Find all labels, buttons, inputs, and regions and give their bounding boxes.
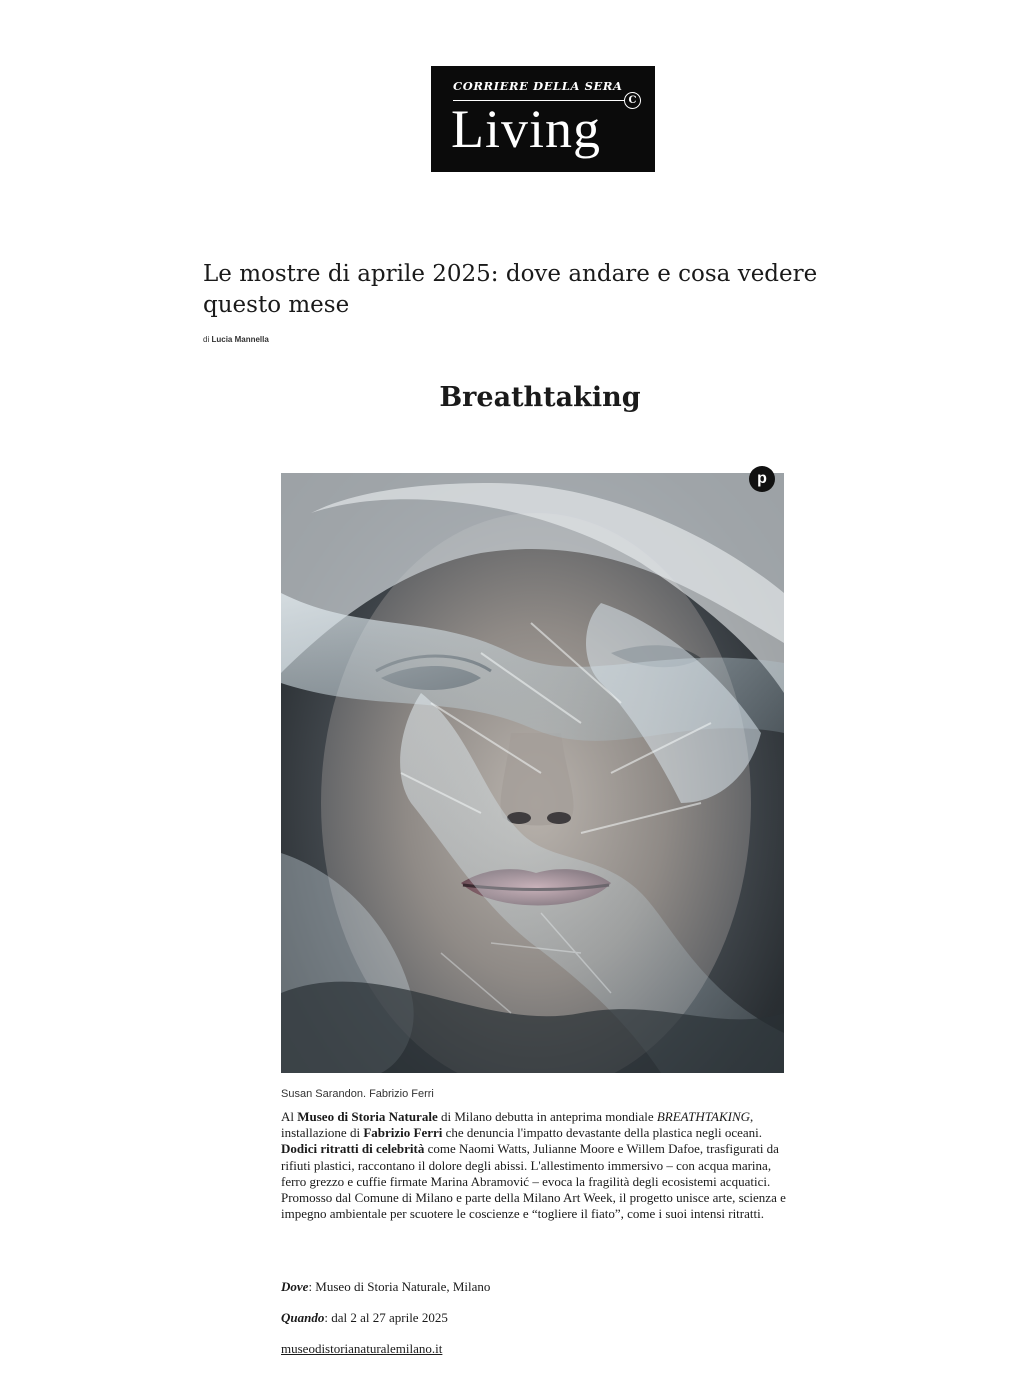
dove-label: Dove bbox=[281, 1279, 309, 1294]
body-italic-work: BREATHTAKING bbox=[656, 1109, 751, 1124]
body-bold-artist: Fabrizio Ferri bbox=[363, 1125, 443, 1141]
website-link[interactable]: museodistorianaturalemilano.it bbox=[281, 1341, 443, 1356]
article-headline: Le mostre di aprile 2025: dove andare e cosa vedere questo mese bbox=[203, 261, 818, 318]
logo-badge-icon: C bbox=[624, 92, 641, 109]
body-text: Al bbox=[281, 1109, 298, 1124]
section-title: Breathtaking bbox=[439, 382, 641, 413]
pinterest-icon[interactable]: p bbox=[749, 466, 775, 492]
living-logo[interactable] bbox=[431, 66, 655, 172]
body-text: che denuncia l'impatto devastante della plastica negli oceani. bbox=[442, 1125, 763, 1141]
quando-value: : dal 2 al 27 aprile 2025 bbox=[324, 1310, 448, 1325]
photo-caption: Susan Sarandon. Fabrizio Ferri bbox=[281, 1088, 434, 1100]
body-bold-museum: Museo di Storia Naturale bbox=[297, 1109, 438, 1124]
body-text: di Milano debutta in anteprima mondiale bbox=[437, 1109, 657, 1124]
info-dove bbox=[281, 1279, 490, 1295]
portrait-illustration bbox=[281, 473, 784, 1073]
body-bold-portraits: Dodici ritratti di celebrità bbox=[281, 1141, 425, 1157]
byline bbox=[203, 335, 269, 344]
author-name[interactable]: Lucia Mannella bbox=[211, 335, 269, 344]
info-quando bbox=[281, 1310, 448, 1326]
body-text: , installazione di bbox=[281, 1109, 754, 1141]
dove-value: : Museo di Storia Naturale, Milano bbox=[308, 1279, 491, 1294]
byline-prefix: di bbox=[203, 335, 210, 344]
body-text: come Naomi Watts, Julianne Moore e Willem Dafoe, trasfigurati da rifiuti plastici, raccontano il dolore degli abissi. L'allestimento immersivo – con acqua marina, ferro grezzo e cuffie firmate Marina Abramović – evoca la fragilità degli ecosistemi acquatici. Promosso dal Comune di Milano e parte della Milano Art Week, il progetto unisce arte, scienza e impegno ambientale per scuotere le coscienze e “togliere il fiato”, come i suoi intensi ritratti. bbox=[281, 1141, 786, 1222]
quando-label: Quando bbox=[281, 1310, 325, 1325]
logo-title: Living bbox=[451, 99, 601, 159]
article-photo bbox=[281, 473, 784, 1073]
logo-publisher: CORRIERE DELLA SERA bbox=[453, 79, 623, 93]
article-body bbox=[281, 1109, 786, 1222]
